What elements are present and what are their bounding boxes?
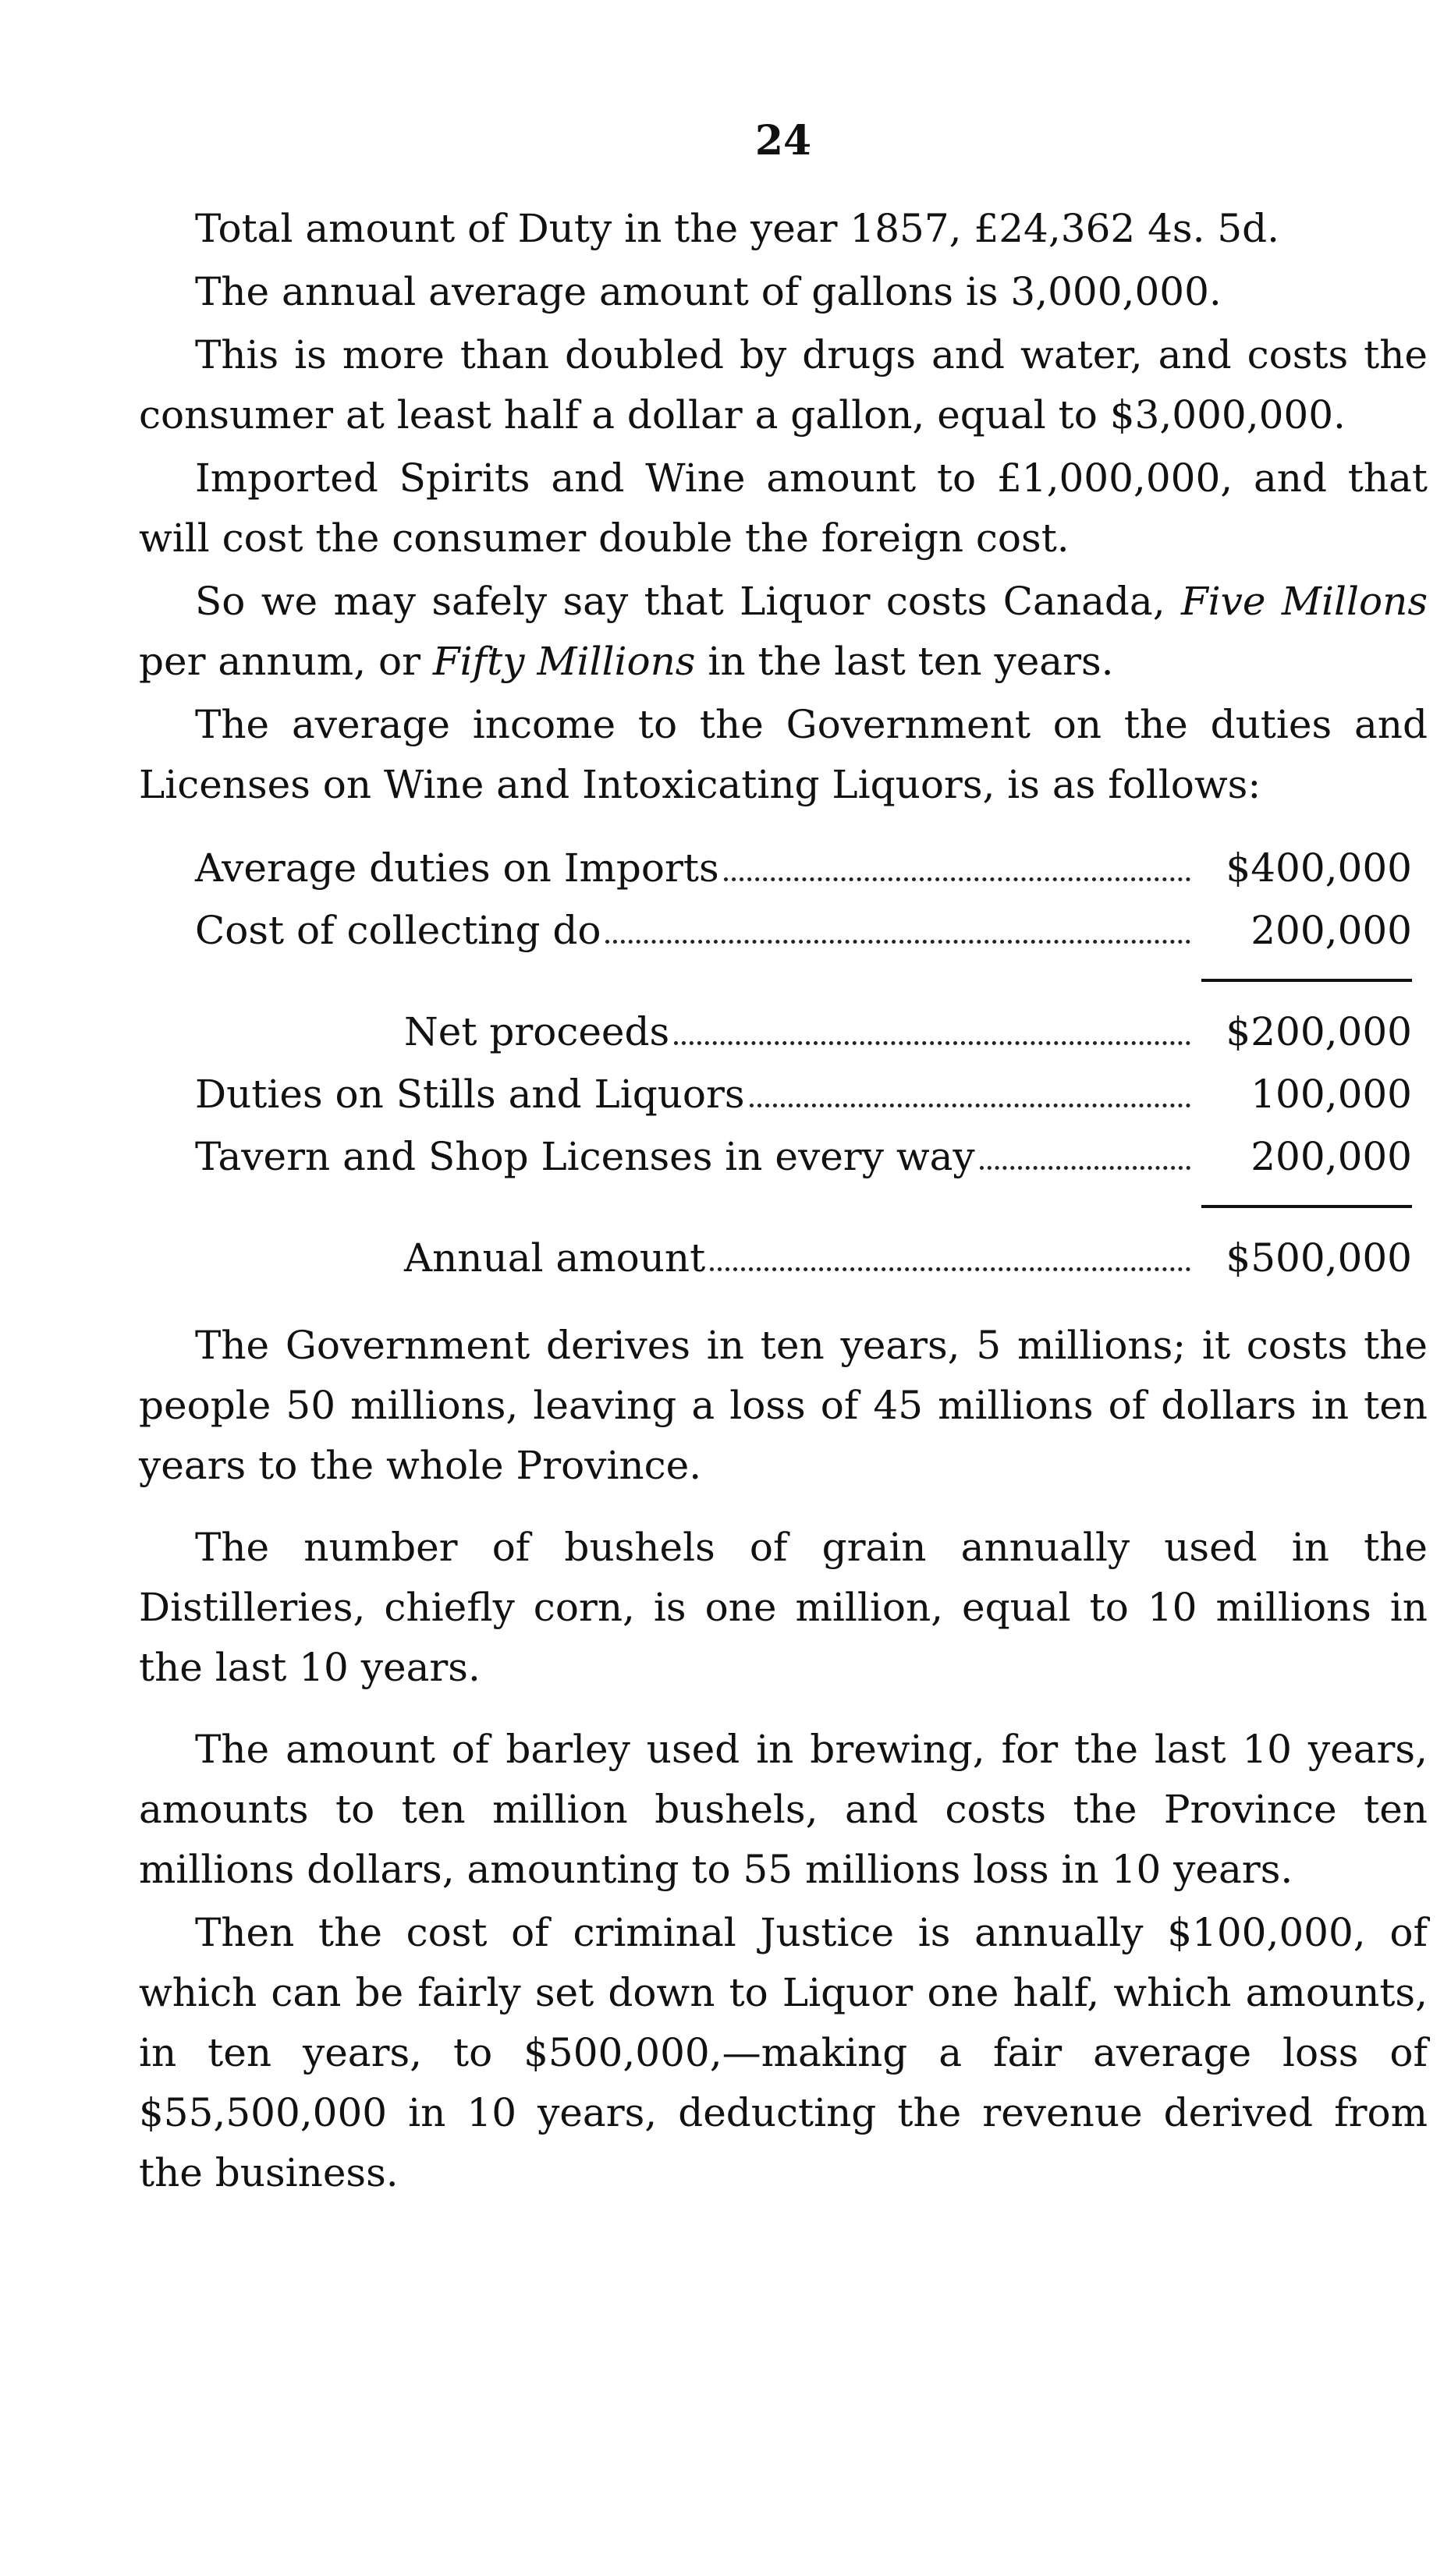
paragraph-drugs-water: This is more than doubled by drugs and water, and costs the consumer at least half a dollar a gallon, equal to $3,000,000.	[139, 332, 1428, 438]
ledger-row	[195, 1125, 1412, 1188]
paragraph-average-income: The average income to the Government on the duties and Licenses on Wine and Intoxicating Liquors, is as follows:	[139, 702, 1428, 807]
leader-dots	[710, 1267, 1190, 1271]
paragraph-imported-spirits: Imported Spirits and Wine amount to £1,000,000, and that will cost the consumer double the foreign cost.	[139, 455, 1428, 561]
emphasis-fifty-millions: Fifty Millions	[432, 639, 696, 684]
paragraph-liquor-costs	[139, 572, 1428, 692]
ledger-row	[195, 837, 1412, 899]
leader-dots	[674, 1041, 1190, 1045]
leader-dots	[980, 1166, 1190, 1170]
ledger-label: Tavern and Shop Licenses in every way	[195, 1134, 975, 1179]
ledger-amount: 100,000	[1251, 1072, 1412, 1117]
ledger-row	[195, 1001, 1412, 1063]
paragraph-grain-bushels: The number of bushels of grain annually used in the Distilleries, chiefly corn, is one million, equal to 10 millions in the last 10 years.	[139, 1525, 1428, 1690]
paragraph-criminal-justice: Then the cost of criminal Justice is annually $100,000, of which can be fairly set down to Liquor one half, which amounts, in ten years, to $500,000,—making a fair average loss of $55,500,000 in 10 years, deducting the revenue derived from the business.	[139, 1910, 1428, 2195]
income-ledger	[195, 837, 1412, 1289]
ledger-label: Cost of collecting do	[195, 908, 601, 953]
ledger-row	[195, 899, 1412, 962]
ledger-label: Annual amount	[404, 1235, 706, 1281]
paragraph-liquor-costs-part1: So we may safely say that Liquor costs Canada,	[195, 579, 1181, 624]
ledger-amount: 200,000	[1251, 1134, 1412, 1179]
ledger-label: Duties on Stills and Liquors	[195, 1072, 745, 1117]
ledger-row	[195, 1063, 1412, 1125]
paragraph-barley-brewing: The amount of barley used in brewing, for the last 10 years, amounts to ten million bushels, and costs the Province ten millions dollars, amounting to 55 millions loss in 10 years.	[139, 1727, 1428, 1892]
ledger-label: Net proceeds	[404, 1009, 670, 1054]
paragraph-government-derives: The Government derives in ten years, 5 millions; it costs the people 50 millions, leaving a loss of 45 millions of dollars in ten years to the whole Province.	[139, 1323, 1428, 1488]
ledger-amount: $200,000	[1226, 1009, 1412, 1054]
ledger-label: Average duties on Imports	[195, 845, 719, 891]
total-rule	[1201, 1205, 1412, 1208]
ledger-amount: $400,000	[1226, 845, 1412, 891]
paragraph-liquor-costs-part3: in the last ten years.	[695, 639, 1114, 684]
ledger-amount: $500,000	[1226, 1235, 1412, 1281]
leader-dots	[605, 940, 1190, 944]
subtotal-rule	[1201, 979, 1412, 982]
paragraph-annual-gallons: The annual average amount of gallons is 3,000,000.	[195, 269, 1222, 314]
leader-dots	[724, 877, 1190, 881]
paragraph-liquor-costs-part2: per annum, or	[139, 639, 433, 684]
ledger-row	[195, 1227, 1412, 1289]
book-page	[139, 117, 1428, 2206]
emphasis-five-millions: Five Millons	[1180, 579, 1428, 624]
paragraph-duty-total: Total amount of Duty in the year 1857, £24,362 4s. 5d.	[195, 206, 1280, 251]
ledger-amount: 200,000	[1251, 908, 1412, 953]
leader-dots	[750, 1104, 1190, 1107]
page-number: 24	[754, 117, 812, 165]
